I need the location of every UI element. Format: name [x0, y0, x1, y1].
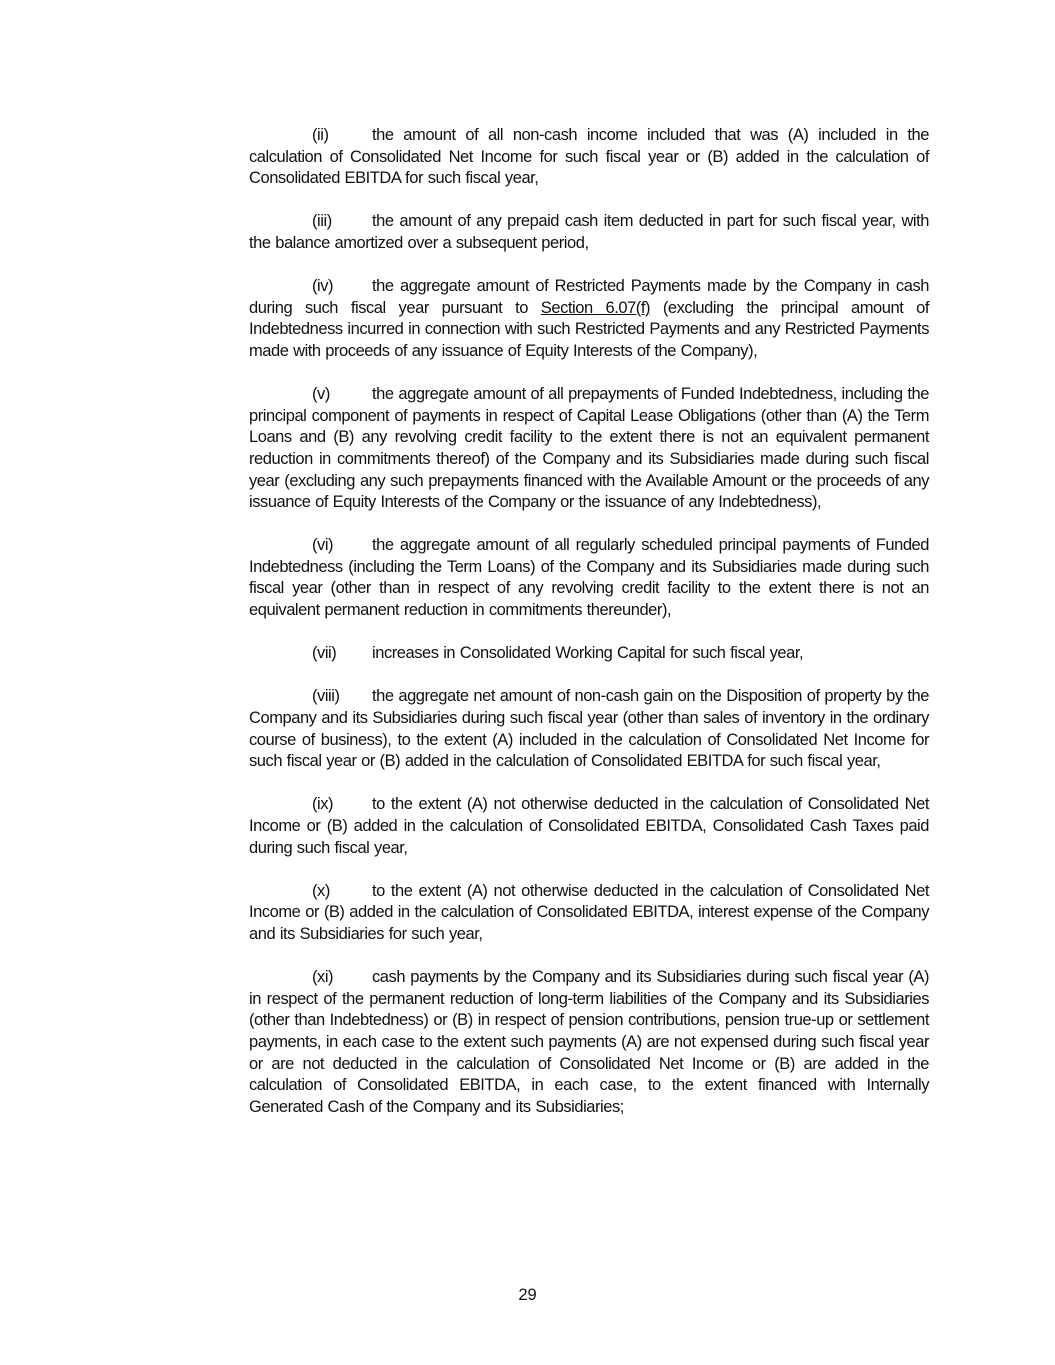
- clause-number: (vii): [312, 644, 337, 663]
- clause-number: (v): [312, 385, 330, 404]
- clause-number: (xi): [312, 968, 334, 987]
- clause-text: increases in Consolidated Working Capital for such fiscal year,: [372, 644, 804, 663]
- clause-x: [249, 881, 929, 946]
- clause-vii: [249, 643, 929, 665]
- clause-ii: [249, 125, 929, 190]
- clause-text: cash payments by the Company and its Subsidiaries during such fiscal year (A) in respect of the permanent reduction of long-term liabilities of the Company and its Subsidiaries (other than Indebtedness) or (B) in respect of pension contributions, pension true-up or settlement payments, in each case to the extent such payments (A) are not expensed during such fiscal year or are not deducted in the calculation of Consolidated Net Income or (B) are added in the calculation of Consolidated EBITDA, in each case, to the extent financed with Internally Generated Cash of the Company and its Subsidiaries;: [249, 968, 929, 1116]
- clause-text: to the extent (A) not otherwise deducted in the calculation of Consolidated Net Income or (B) added in the calculation of Consolidated EBITDA, interest expense of the Company and its Subsidiaries for such year,: [249, 881, 929, 943]
- clause-text: the aggregate amount of all regularly scheduled principal payments of Funded Indebtedness (including the Term Loans) of the Company and its Subsidiaries made during such fiscal year (other than in respect of any revolving credit facility to the extent there is not an equivalent permanent reduction in commitments thereunder),: [249, 536, 929, 620]
- clause-number: (ix): [312, 795, 334, 814]
- clause-iii: [249, 211, 929, 254]
- section-reference-link[interactable]: Section 6.07(f): [540, 298, 651, 317]
- clause-text: the aggregate net amount of non-cash gain on the Disposition of property by the Company and its Subsidiaries during such fiscal year (other than sales of inventory in the ordinary course of business), to the extent (A) included in the calculation of Consolidated Net Income for such fiscal year or (B) added in the calculation of Consolidated EBITDA for such fiscal year,: [249, 687, 929, 771]
- clause-text: the amount of all non-cash income included that was (A) included in the calculation of Consolidated Net Income for such fiscal year or (B) added in the calculation of Consolidated EBITDA for such fiscal year,: [249, 126, 929, 188]
- clause-number: (viii): [312, 687, 340, 706]
- clause-v: [249, 384, 929, 514]
- clause-viii: [249, 686, 929, 772]
- clause-text: the aggregate amount of Restricted Payments made by the Company in cash during such fiscal year pursuant to: [249, 277, 929, 317]
- clause-number: (x): [312, 881, 330, 900]
- clause-text: to the extent (A) not otherwise deducted in the calculation of Consolidated Net Income or (B) added in the calculation of Consolidated EBITDA, Consolidated Cash Taxes paid during such fiscal year,: [249, 795, 929, 857]
- clause-iv: [249, 276, 929, 362]
- clause-text: the amount of any prepaid cash item deducted in part for such fiscal year, with the balance amortized over a subsequent period,: [249, 212, 929, 252]
- clause-number: (iii): [312, 212, 332, 231]
- clause-number: (iv): [312, 277, 334, 296]
- clause-xi: [249, 967, 929, 1118]
- document-body: [249, 125, 929, 1140]
- clause-number: (vi): [312, 536, 334, 555]
- clause-number: (ii): [312, 126, 329, 144]
- clause-text-continued: (excluding the principal amount of Indebtedness incurred in connection with such Restricted Payments and any Restricted Payments made with proceeds of any issuance of Equity Interests of the Company),: [249, 298, 930, 360]
- page-number: 29: [518, 1286, 537, 1304]
- clause-ix: [249, 794, 929, 859]
- clause-text: the aggregate amount of all prepayments of Funded Indebtedness, including the principal component of payments in respect of Capital Lease Obligations (other than (A) the Term Loans and (B) any revolving credit facility to the extent there is not an equivalent permanent reduction in commitments thereof) of the Company and its Subsidiaries made during such fiscal year (excluding any such prepayments financed with the Available Amount or the proceeds of any issuance of Equity Interests of the Company or the issuance of any Indebtedness),: [249, 385, 929, 512]
- clause-vi: [249, 535, 929, 621]
